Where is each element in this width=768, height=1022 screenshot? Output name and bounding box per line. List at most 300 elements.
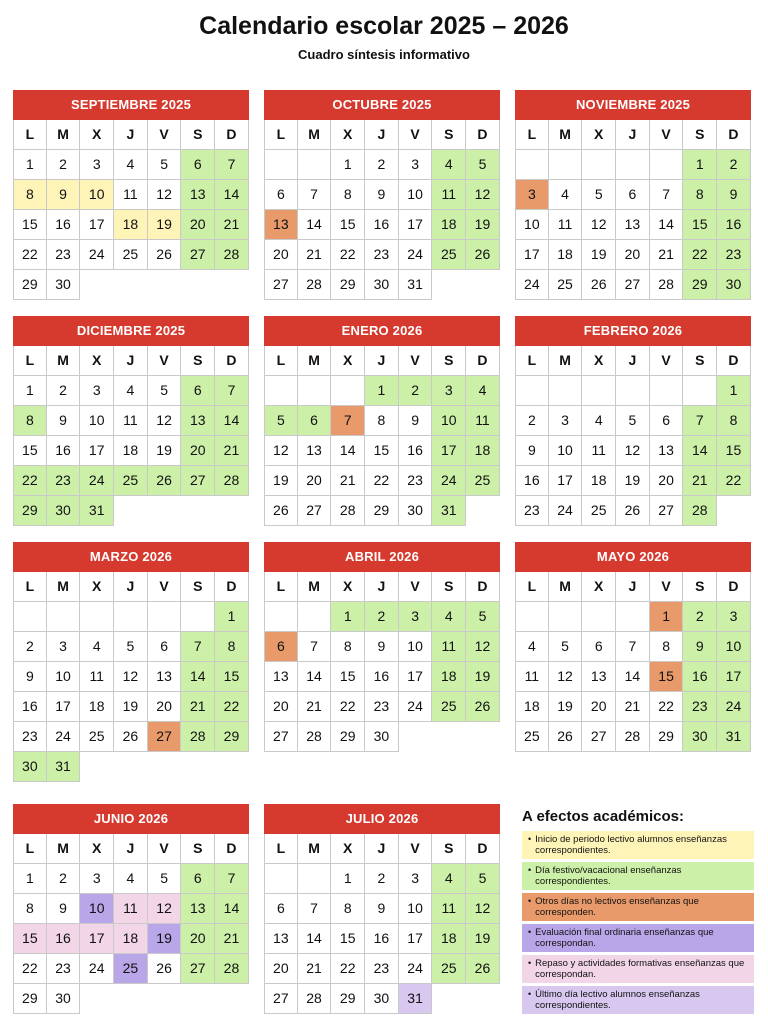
day-cell: 25 [582,496,616,526]
day-cell: 8 [717,406,751,436]
weekday-header: V [399,834,433,864]
day-cell: 11 [549,210,583,240]
weekday-header: L [13,572,47,602]
bullet-icon: • [528,958,532,968]
day-cell: 14 [298,210,332,240]
day-cell: 7 [298,894,332,924]
weekday-header: J [616,120,650,150]
day-cell: 25 [432,954,466,984]
month-days-grid [515,346,751,526]
weekday-header: M [47,346,81,376]
day-cell: 29 [13,984,47,1014]
day-cell: 6 [148,632,182,662]
legend-items [522,831,754,1014]
day-cell: 10 [399,180,433,210]
day-cell: 22 [683,240,717,270]
day-cell: 2 [47,376,81,406]
day-cell: 14 [331,436,365,466]
day-cell: 5 [549,632,583,662]
day-cell: 11 [466,406,500,436]
day-cell: 9 [47,894,81,924]
weekday-header: J [365,120,399,150]
day-cell: 7 [331,406,365,436]
weekday-header: L [515,120,549,150]
day-cell: 13 [264,924,298,954]
day-cell: 13 [264,210,298,240]
empty-day-cell [264,376,298,406]
weekday-header: D [466,120,500,150]
day-cell: 16 [47,210,81,240]
day-cell: 30 [47,496,81,526]
weekday-header: D [215,120,249,150]
day-cell: 15 [13,436,47,466]
day-cell: 17 [47,692,81,722]
month-header: MARZO 2026 [13,542,249,572]
day-cell: 12 [466,180,500,210]
day-cell: 16 [399,436,433,466]
weekday-header: S [181,120,215,150]
day-cell: 20 [582,692,616,722]
empty-day-cell [650,150,684,180]
day-cell: 2 [13,632,47,662]
day-cell: 29 [13,270,47,300]
day-cell: 21 [215,924,249,954]
day-cell: 24 [399,240,433,270]
weekday-header: X [331,834,365,864]
weekday-header: S [683,346,717,376]
day-cell: 25 [114,954,148,984]
weekday-header: L [13,120,47,150]
day-cell: 14 [650,210,684,240]
weekday-header: S [432,120,466,150]
day-cell: 6 [181,376,215,406]
day-cell: 18 [80,692,114,722]
day-cell: 21 [616,692,650,722]
bullet-icon: • [528,927,532,937]
day-cell: 27 [298,496,332,526]
bullet-icon: • [528,865,532,875]
month-days-grid [515,120,751,300]
day-cell: 18 [114,436,148,466]
day-cell: 18 [466,436,500,466]
month-9 [13,804,249,1014]
empty-day-cell [616,150,650,180]
empty-day-cell [298,602,332,632]
day-cell: 22 [215,692,249,722]
day-cell: 19 [466,662,500,692]
legend-item-text: Repaso y actividades formativas enseñanzas que correspondan. [535,958,745,980]
day-cell: 1 [650,602,684,632]
day-cell: 29 [13,496,47,526]
day-cell: 3 [80,150,114,180]
legend-item [522,893,754,921]
month-days-grid [264,346,500,526]
day-cell: 11 [80,662,114,692]
weekday-header: X [80,120,114,150]
weekday-header: L [264,572,298,602]
day-cell: 20 [181,924,215,954]
day-cell: 17 [399,210,433,240]
day-cell: 20 [264,240,298,270]
day-cell: 13 [181,180,215,210]
day-cell: 12 [148,406,182,436]
day-cell: 10 [432,406,466,436]
weekday-header: M [298,120,332,150]
day-cell: 28 [683,496,717,526]
day-cell: 18 [432,924,466,954]
day-cell: 7 [650,180,684,210]
weekday-header: J [114,834,148,864]
empty-day-cell [515,150,549,180]
day-cell: 6 [582,632,616,662]
day-cell: 23 [13,722,47,752]
day-cell: 16 [365,210,399,240]
weekday-header: L [13,346,47,376]
month-8 [515,542,751,752]
day-cell: 24 [717,692,751,722]
day-cell: 16 [717,210,751,240]
month-days-grid [264,572,500,752]
day-cell: 14 [683,436,717,466]
day-cell: 26 [582,270,616,300]
day-cell: 31 [47,752,81,782]
day-cell: 17 [515,240,549,270]
day-cell: 15 [331,210,365,240]
month-header: OCTUBRE 2025 [264,90,500,120]
legend-item-text: Último día lectivo alumnos enseñanzas correspondientes. [535,989,700,1011]
empty-day-cell [616,376,650,406]
day-cell: 27 [181,466,215,496]
day-cell: 26 [114,722,148,752]
weekday-header: S [683,120,717,150]
day-cell: 26 [264,496,298,526]
day-cell: 18 [114,210,148,240]
day-cell: 5 [466,602,500,632]
month-header: DICIEMBRE 2025 [13,316,249,346]
day-cell: 19 [549,692,583,722]
day-cell: 1 [717,376,751,406]
weekday-header: S [432,346,466,376]
day-cell: 8 [331,632,365,662]
day-cell: 29 [331,722,365,752]
day-cell: 13 [181,894,215,924]
day-cell: 30 [365,270,399,300]
day-cell: 13 [650,436,684,466]
day-cell: 31 [80,496,114,526]
day-cell: 19 [264,466,298,496]
day-cell: 7 [683,406,717,436]
day-cell: 17 [717,662,751,692]
weekday-header: L [264,120,298,150]
day-cell: 2 [683,602,717,632]
day-cell: 18 [582,466,616,496]
day-cell: 30 [683,722,717,752]
day-cell: 25 [114,466,148,496]
day-cell: 10 [47,662,81,692]
weekday-header: X [331,572,365,602]
month-header: ABRIL 2026 [264,542,500,572]
day-cell: 7 [298,180,332,210]
day-cell: 6 [264,894,298,924]
day-cell: 16 [13,692,47,722]
empty-day-cell [549,150,583,180]
day-cell: 24 [549,496,583,526]
day-cell: 27 [264,722,298,752]
day-cell: 9 [13,662,47,692]
day-cell: 5 [148,376,182,406]
day-cell: 30 [47,984,81,1014]
day-cell: 28 [331,496,365,526]
weekday-header: L [264,834,298,864]
month-0 [13,90,249,300]
day-cell: 20 [616,240,650,270]
weekday-header: V [399,120,433,150]
day-cell: 11 [114,406,148,436]
day-cell: 29 [650,722,684,752]
day-cell: 25 [515,722,549,752]
empty-day-cell [298,864,332,894]
day-cell: 3 [47,632,81,662]
day-cell: 1 [331,864,365,894]
day-cell: 1 [365,376,399,406]
day-cell: 25 [432,240,466,270]
day-cell: 26 [148,954,182,984]
day-cell: 26 [148,466,182,496]
day-cell: 5 [616,406,650,436]
day-cell: 10 [399,632,433,662]
empty-day-cell [264,864,298,894]
month-6 [13,542,249,782]
page-subtitle: Cuadro síntesis informativo [298,47,470,62]
day-cell: 25 [466,466,500,496]
day-cell: 8 [215,632,249,662]
day-cell: 11 [432,632,466,662]
weekday-header: J [114,346,148,376]
day-cell: 30 [399,496,433,526]
weekday-header: M [549,572,583,602]
day-cell: 22 [331,692,365,722]
day-cell: 1 [13,150,47,180]
legend-item-text: Otros días no lectivos enseñanzas que corresponden. [535,896,699,918]
empty-day-cell [582,376,616,406]
day-cell: 22 [331,240,365,270]
weekday-header: L [13,834,47,864]
day-cell: 14 [215,894,249,924]
day-cell: 25 [432,692,466,722]
day-cell: 6 [650,406,684,436]
day-cell: 14 [298,924,332,954]
day-cell: 2 [717,150,751,180]
day-cell: 29 [331,270,365,300]
day-cell: 23 [399,466,433,496]
day-cell: 6 [181,150,215,180]
day-cell: 18 [114,924,148,954]
weekday-header: S [181,572,215,602]
day-cell: 13 [582,662,616,692]
day-cell: 26 [549,722,583,752]
day-cell: 31 [717,722,751,752]
day-cell: 16 [47,436,81,466]
day-cell: 3 [515,180,549,210]
empty-day-cell [515,602,549,632]
day-cell: 20 [650,466,684,496]
day-cell: 7 [298,632,332,662]
day-cell: 28 [215,954,249,984]
month-days-grid [13,346,249,526]
month-5 [515,316,751,526]
month-days-grid [264,834,500,1014]
day-cell: 31 [432,496,466,526]
day-cell: 21 [298,954,332,984]
day-cell: 11 [432,180,466,210]
empty-day-cell [650,376,684,406]
day-cell: 8 [650,632,684,662]
day-cell: 3 [80,864,114,894]
day-cell: 31 [399,270,433,300]
weekday-header: V [650,120,684,150]
weekday-header: J [616,572,650,602]
empty-day-cell [264,150,298,180]
day-cell: 19 [114,692,148,722]
day-cell: 28 [616,722,650,752]
weekday-header: S [432,572,466,602]
month-header: JUNIO 2026 [13,804,249,834]
weekday-header: J [365,572,399,602]
weekday-header: X [582,120,616,150]
day-cell: 26 [466,954,500,984]
day-cell: 20 [298,466,332,496]
weekday-header: L [264,346,298,376]
month-header: SEPTIEMBRE 2025 [13,90,249,120]
day-cell: 6 [616,180,650,210]
day-cell: 5 [466,150,500,180]
weekday-header: X [331,346,365,376]
weekday-header: X [80,572,114,602]
day-cell: 2 [365,602,399,632]
empty-day-cell [148,602,182,632]
day-cell: 15 [683,210,717,240]
day-cell: 27 [181,954,215,984]
day-cell: 7 [215,864,249,894]
weekday-header: V [650,572,684,602]
day-cell: 13 [264,662,298,692]
day-cell: 13 [616,210,650,240]
weekday-header: X [582,572,616,602]
day-cell: 20 [264,954,298,984]
empty-day-cell [13,602,47,632]
day-cell: 5 [582,180,616,210]
day-cell: 2 [399,376,433,406]
day-cell: 22 [13,240,47,270]
day-cell: 19 [148,210,182,240]
day-cell: 22 [365,466,399,496]
day-cell: 30 [365,984,399,1014]
day-cell: 29 [215,722,249,752]
day-cell: 2 [365,864,399,894]
day-cell: 1 [331,602,365,632]
day-cell: 23 [47,466,81,496]
day-cell: 28 [215,466,249,496]
day-cell: 2 [365,150,399,180]
weekday-header: D [466,834,500,864]
weekday-header: X [80,346,114,376]
weekday-header: S [432,834,466,864]
day-cell: 16 [515,466,549,496]
day-cell: 18 [515,692,549,722]
day-cell: 12 [114,662,148,692]
day-cell: 9 [717,180,751,210]
day-cell: 28 [215,240,249,270]
weekday-header: D [466,346,500,376]
day-cell: 3 [399,602,433,632]
day-cell: 10 [549,436,583,466]
day-cell: 3 [432,376,466,406]
day-cell: 15 [215,662,249,692]
weekday-header: V [650,346,684,376]
day-cell: 11 [114,894,148,924]
day-cell: 3 [399,150,433,180]
day-cell: 23 [47,240,81,270]
day-cell: 7 [616,632,650,662]
day-cell: 24 [47,722,81,752]
day-cell: 11 [432,894,466,924]
day-cell: 12 [264,436,298,466]
empty-day-cell [114,602,148,632]
day-cell: 3 [399,864,433,894]
weekday-header: L [515,572,549,602]
weekday-header: V [148,346,182,376]
day-cell: 12 [466,894,500,924]
day-cell: 24 [515,270,549,300]
day-cell: 9 [365,180,399,210]
day-cell: 23 [47,954,81,984]
day-cell: 2 [515,406,549,436]
weekday-header: V [399,346,433,376]
day-cell: 19 [148,436,182,466]
day-cell: 5 [466,864,500,894]
day-cell: 28 [298,270,332,300]
day-cell: 25 [114,240,148,270]
day-cell: 8 [331,894,365,924]
day-cell: 12 [148,180,182,210]
day-cell: 24 [399,954,433,984]
weekday-header: V [148,834,182,864]
day-cell: 15 [13,924,47,954]
legend-item-text: Inicio de periodo lectivo alumnos enseñanzas correspondientes. [535,834,727,856]
day-cell: 4 [432,864,466,894]
month-4 [264,316,500,526]
day-cell: 21 [215,210,249,240]
empty-day-cell [181,602,215,632]
day-cell: 18 [549,240,583,270]
day-cell: 21 [298,240,332,270]
empty-day-cell [582,602,616,632]
weekday-header: D [215,346,249,376]
day-cell: 19 [466,924,500,954]
month-2 [515,90,751,300]
legend-item [522,831,754,859]
day-cell: 12 [549,662,583,692]
day-cell: 8 [331,180,365,210]
weekday-header: V [148,120,182,150]
day-cell: 14 [215,406,249,436]
empty-day-cell [549,602,583,632]
weekday-header: S [683,572,717,602]
day-cell: 9 [683,632,717,662]
day-cell: 5 [264,406,298,436]
day-cell: 19 [582,240,616,270]
day-cell: 16 [683,662,717,692]
